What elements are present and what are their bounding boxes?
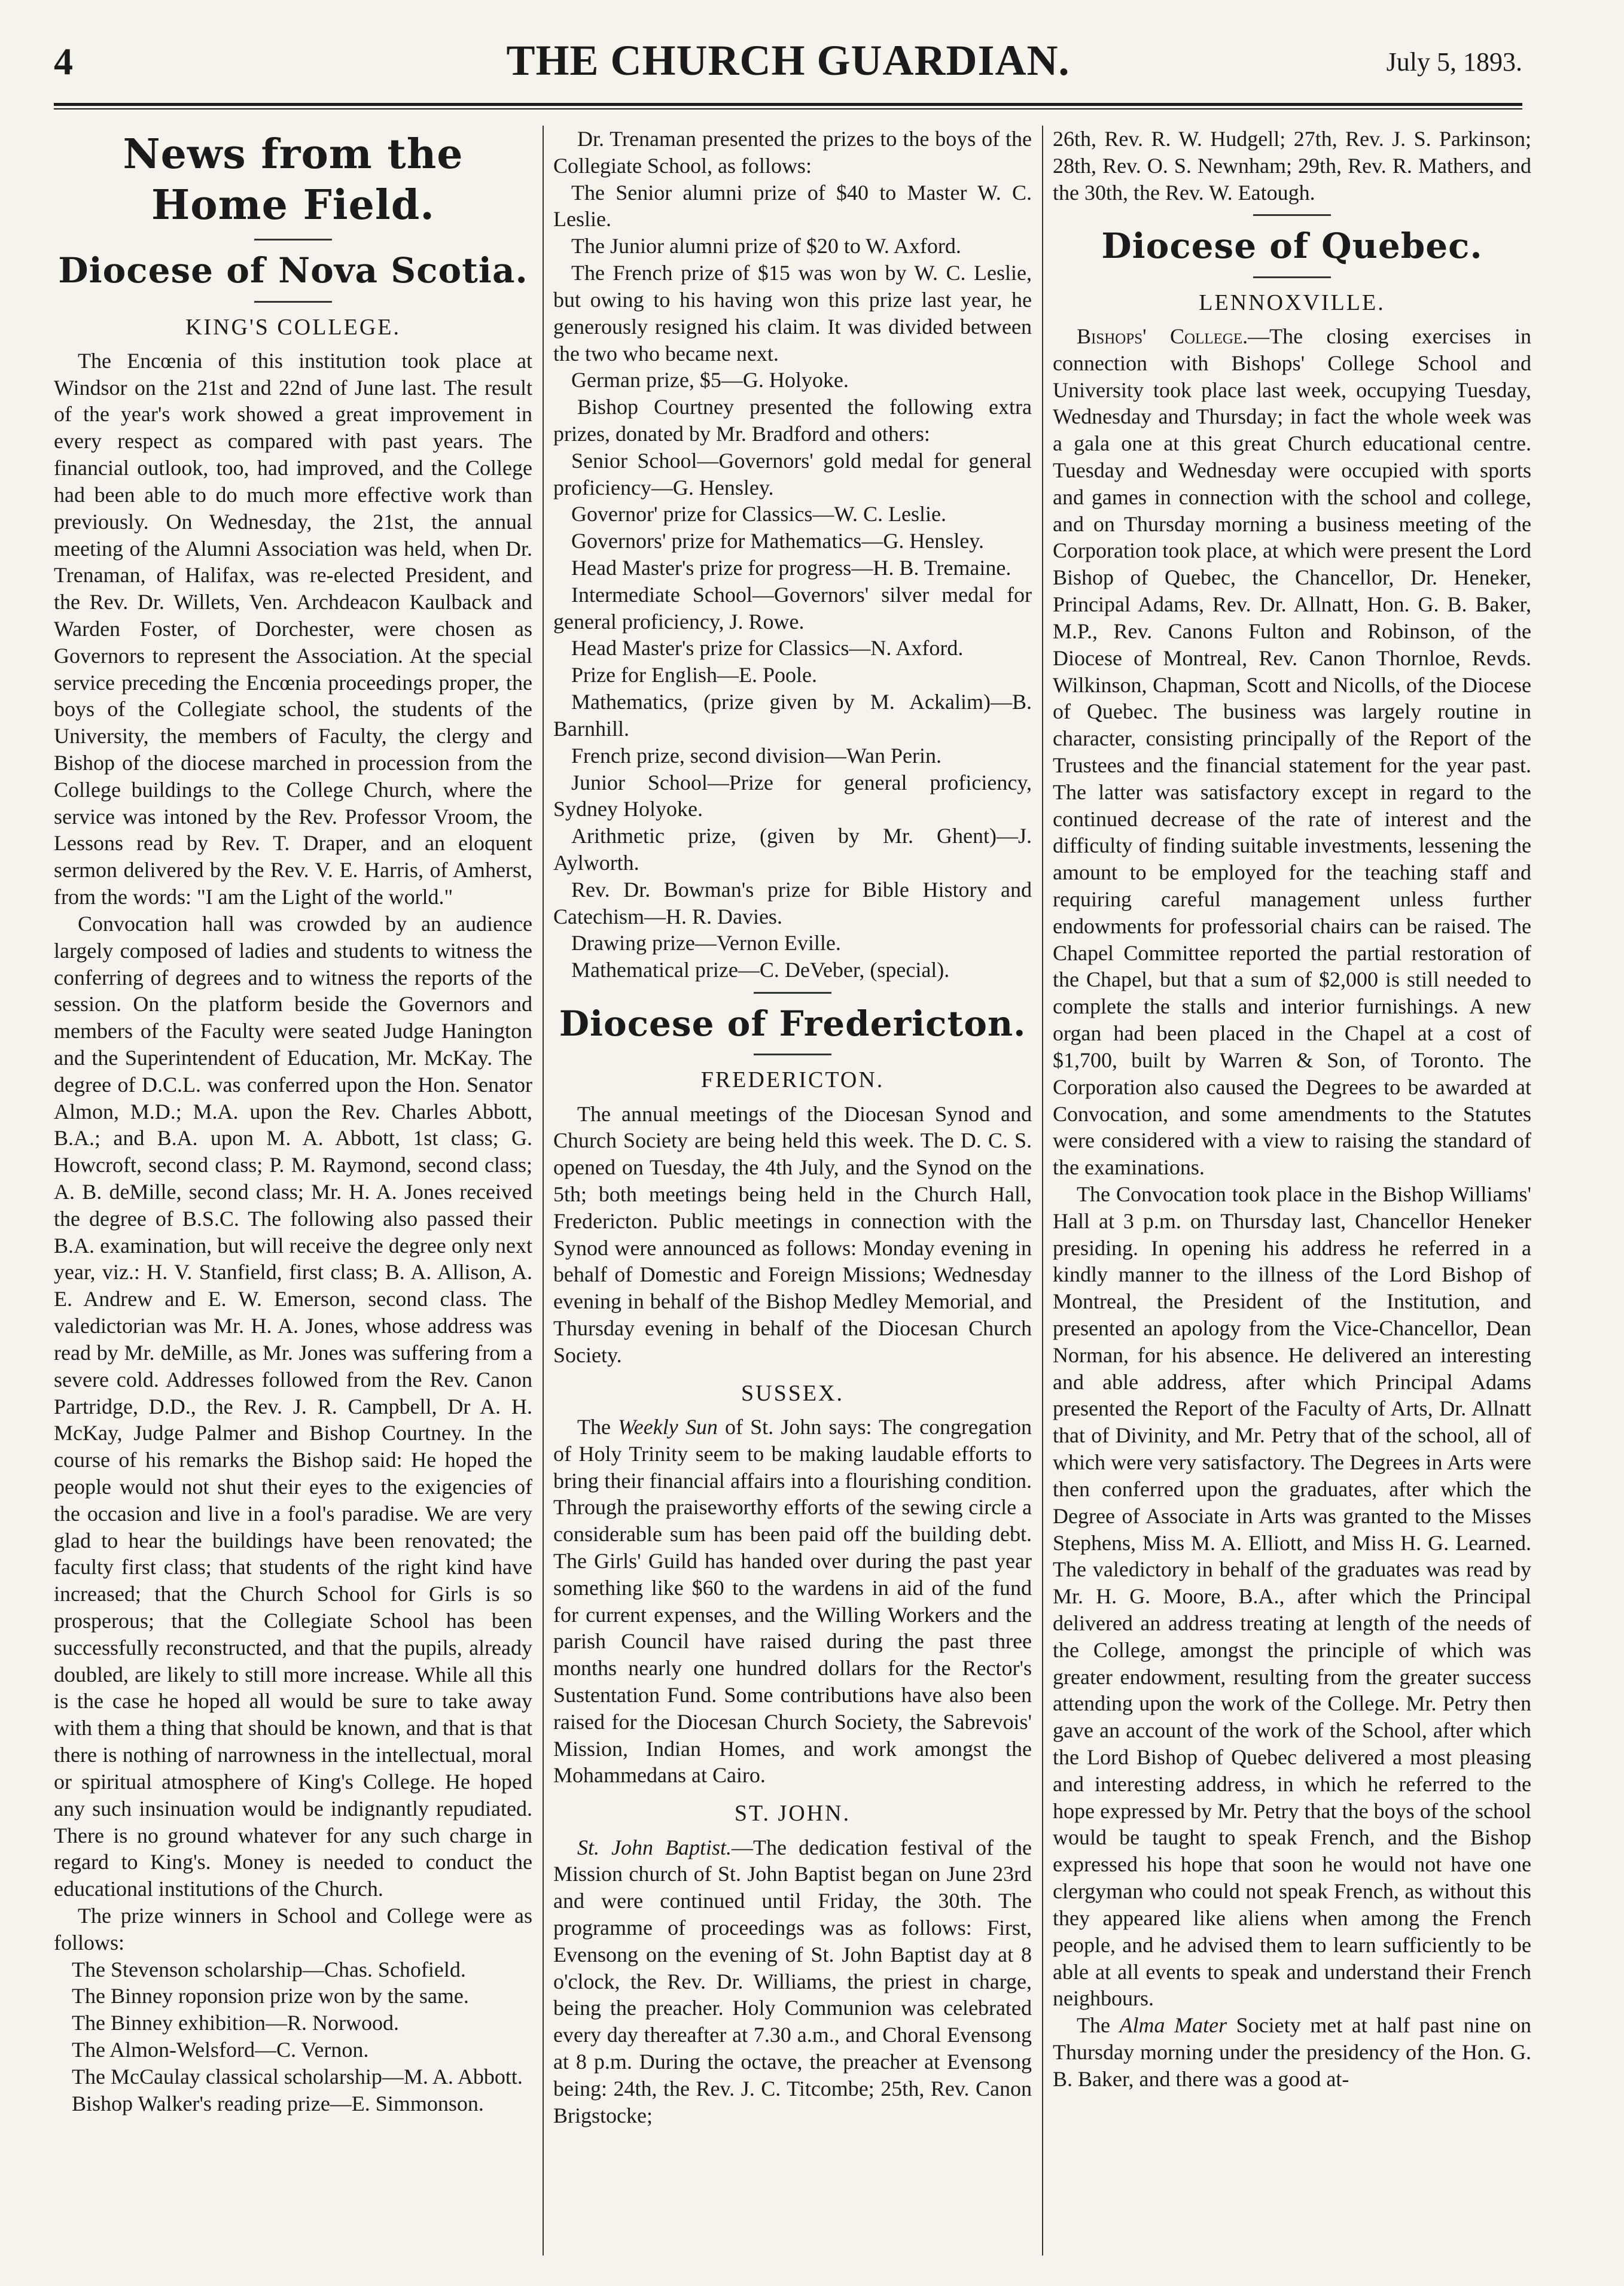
prize-item: Head Master's prize for Classics—N. Axford. (571, 636, 964, 660)
place-heading-fredericton: FREDERICTON. (700, 1067, 885, 1093)
text-run: —The closing exercises in connection with Bishops' College School and University took place last week, occupying Tuesday, Wednesday and Thursday; in fact the whole week was a gala one at this great Church educational centre. Tuesday and Wednesday were occupied with sports and games in connection with the school and college, and on Thursday morning a business meeting of the Corporation took place, at which were present the Lord Bishop of Quebec, the Chancellor, Dr. Heneker, Principal Adams, Rev. Dr. Allnatt, Hon. G. B. Baker, M.P., Rev. Canons Fulton and Robinson, of the Diocese of Montreal, Rev. Canon Thornloe, Revds. Wilkinson, Chapman, Scott and Nicolls, of the Diocese of Quebec. The business was largely routine in character, consisting principally of the Report of the Trustees and the financial statement for the year past. The latter was satisfactory except in regard to the continued decrease of the rate of interest and the difficulty of finding suitable investments, lessening the amount to be employed for the teaching staff and requiring careful management unless further endowments for professorial chairs can be raised. The Chapel Committee reported the partial restoration of the Chapel, but that a sum of $2,000 is still needed to complete the stalls and interior furnishings. A new organ had been placed in the Chapel at a cost of $1,700, built by Warren & Son, of Toronto. The Corporation also caused the Degrees to be awarded at Convocation, and some amendments to the Statutes were considered with a view to raising the standard of the examinations. (1053, 324, 1531, 1180)
prize-item: The Senior alumni prize of $40 to Master W. C. Leslie. (553, 180, 1032, 232)
prize-item: The Stevenson scholarship—Chas. Schofield. (72, 1957, 466, 1981)
text-run: The (1077, 2013, 1120, 2038)
article-paragraph: Bishop Courtney presented the following extra prizes, donated by Mr. Bradford and others: (553, 395, 1032, 446)
place-heading-lennoxville: LENNOXVILLE. (1199, 290, 1385, 315)
article-paragraph: The annual meetings of the Diocesan Synod and Church Society are being held this week. The D. C. S. opened on Tuesday, the 4th July, and the Synod on the 5th; both meetings being held in the Church Hall, Fredericton. Public meetings in connection with the Synod were announced as follows: Monday evening in behalf of Domestic and Foreign Missions; Wednesday evening in behalf of the Bishop Medley Memorial, and Thursday evening in behalf of the Diocesan Church Society. (553, 1101, 1032, 1367)
prize-item: Drawing prize—Vernon Eville. (571, 931, 841, 955)
section-banner: News from the Home Field. (123, 130, 464, 229)
article-paragraph: The Convocation took place in the Bishop Williams' Hall at 3 p.m. on Thursday last, Chancellor Heneker presiding. In opening his address he referred in a kindly manner to the illness of the Lord Bishop of Montreal, the President of the Institution, and presented an apology from the Vice-Chancellor, Dean Norman, for his absence. He delivered an interesting and able address, after which Principal Adams presented the Report of the Faculty of Arts, Dr. Allnatt that of Divinity, and Mr. Petry that of the school, all of which were very satisfactory. The Degrees in Arts were then conferred upon the graduates, after which the Degree of Associate in Arts was granted to the Misses Stephens, Miss M. A. Elliott, and Miss H. G. Learned. The valedictory in behalf of the graduates was read by Mr. H. G. Moore, B.A., after which the Principal delivered an address treating at length of the needs of the College, amongst the principle of which was greater endowment, resulting from the greater success attending upon the work of the College. Mr. Petry then gave an account of the work of the School, after which the Lord Bishop of Quebec delivered a most pleasing and interesting address, in which he referred to the hope expressed by Mr. Petry that the boys of the school would be taught to speak French, and the Bishop expressed his hope that soon he would not have one clergyman who could not speak French, as without this they appeared like aliens when among the French people, and he advised them to learn sufficiently to be able at all events to speak and understand their French neighbours. (1053, 1182, 1531, 2011)
text-run: The (577, 1414, 618, 1439)
issue-date: July 5, 1893. (1386, 47, 1522, 77)
text-run: —The dedication festival of the Mission church of St. John Baptist began on June 23rd and were continued until Friday, the 30th. The programme of proceedings was as follows: First, Evensong on the evening of St. John Baptist day at 8 o'clock, the Rev. Dr. Williams, the priest in charge, being the preacher. Holy Communion was celebrated every day thereafter at 7.30 a.m., and Choral Evensong at 8 p.m. During the octave, the preacher at Evensong being: 24th, the Rev. J. C. Titcombe; 25th, Rev. Canon Brigstocke; (553, 1835, 1032, 2127)
prize-item: The French prize of $15 was won by W. C. Leslie, but owing to his having won this prize last year, he generously resigned his claim. It was divided between the two who became next. (553, 261, 1032, 366)
article-paragraph: The Encœnia of this institution took place at Windsor on the 21st and 22nd of June last. The result of the year's work showed a great improvement in every respect as compared with past years. The financial outlook, too, had improved, and the College had been able to do much more effective work than previously. On Wednesday, the 21st, the annual meeting of the Alumni Association was held, when Dr. Trenaman, of Halifax, was re-elected President, and the Rev. Dr. Willets, Ven. Archdeacon Kaulback and Warden Foster, of Dorchester, were chosen as Governors to represent the Association. At the special service preceding the Encœnia proceedings proper, the boys of the Collegiate school, the students of the University, the members of Faculty, the clergy and Bishop of the diocese marched in procession from the College buildings to the College Church, where the service was intoned by the Rev. Professor Vroom, the Lessons read by Rev. T. Draper, and an eloquent sermon delivered by the Rev. V. E. Harris, of Amherst, from the words: "I am the Light of the world." (54, 348, 532, 909)
prize-item: Senior School—Governors' gold medal for general proficiency—G. Hensley. (553, 448, 1032, 500)
article-paragraph (553, 1414, 1032, 1789)
masthead-rule (54, 103, 1522, 109)
diocese-heading-nova-scotia: Diocese of Nova Scotia. (58, 250, 528, 291)
prize-item: Governors' prize for Mathematics—G. Hensley. (571, 529, 984, 553)
column-divider (1042, 126, 1043, 2255)
column-divider (543, 126, 544, 2255)
article-paragraph: Convocation hall was crowded by an audience largely composed of ladies and students to witness the conferring of degrees and to witness the reports of the session. On the platform beside the Governors and members of the Faculty were seated Judge Hanington and the Superintendent of Education, Mr. McKay. The degree of D.C.L. was conferred upon the Hon. Senator Almon, M.D.; M.A. upon the Rev. Charles Abbott, B.A.; and B.A. upon M. A. Abbott, 1st class; G. Howcroft, second class; P. M. Raymond, second class; A. B. deMille, second class; Mr. H. A. Jones received the degree of B.S.C. The following also passed their B.A. examination, but will receive the degree only next year, viz.: H. V. Stanfield, first class; B. A. Allison, A. E. Andrew and E. W. Emerson, second class. The valedictorian was Mr. H. A. Jones, whose address was read by Mr. deMille, as Mr. Jones was suffering from a severe cold. Addresses followed from the Rev. Canon Partridge, D.D., the Rev. J. R. Campbell, Dr A. H. McKay, Judge Palmer and Bishop Courtney. In the course of his remarks the Bishop said: He hoped the people would not shut their eyes to the exigencies of the occasion and live in a fool's paradise. We are very glad to hear the buildings have been renovated; the faculty first class; that students of the right kind have increased; that the Church School for Girls is so prosperous; that the Collegiate School has been successfully reconstructed, and that the pupils, already doubled, are likely to still more increase. While all this is the case he hoped all would be sure to take away with them a thing that should be known, and that is that there is nothing of narrowness in the intellectual, moral or spiritual atmosphere of King's College. He hoped any such insinuation would be indignantly repudiated. There is no ground whatever for any such charge in regard to King's. Money is needed to conduct the educational institutions of the Church. (54, 911, 532, 1901)
prize-item: Head Master's prize for progress—H. B. Tremaine. (571, 556, 1011, 580)
article-paragraph (1053, 2012, 1531, 2092)
column-1 (54, 126, 532, 2261)
prize-item: Governor' prize for Classics—W. C. Leslie. (571, 502, 947, 526)
prize-item: The Almon-Welsford—C. Vernon. (72, 2038, 369, 2062)
prize-item: Junior School—Prize for general proficiency, Sydney Holyoke. (553, 770, 1032, 821)
article-paragraph: 26th, Rev. R. W. Hudgell; 27th, Rev. J. S. Parkinson; 28th, Rev. O. S. Newnham; 29th, Rev. R. Mathers, and the 30th, the Rev. W. Eatough. (1053, 127, 1531, 205)
article-paragraph: Dr. Trenaman presented the prizes to the boys of the Collegiate School, as follows: (553, 127, 1032, 178)
column-3 (1053, 126, 1531, 2261)
prize-item: Intermediate School—Governors' silver medal for general proficiency, J. Rowe. (553, 582, 1032, 634)
divider-rule (754, 992, 831, 994)
lead-phrase: Bishops' College. (1077, 324, 1248, 348)
masthead (54, 36, 1522, 96)
prize-item: French prize, second division—Wan Perin. (571, 743, 942, 768)
prize-item: The Binney roponsion prize won by the same. (72, 1984, 469, 2008)
lead-phrase: St. John Baptist. (577, 1835, 732, 1859)
prize-item: Prize for English—E. Poole. (571, 663, 817, 687)
prize-item: The McCaulay classical scholarship—M. A. Abbott. (72, 2064, 523, 2089)
text-run: Society met at half past nine on Thursday morning under the presidency of the Hon. G. B. Baker, and there was a good at- (1053, 2013, 1531, 2091)
article-paragraph (1053, 323, 1531, 1181)
newspaper-name: Weekly Sun (618, 1414, 718, 1439)
paper-title: THE CHURCH GUARDIAN. (506, 36, 1070, 84)
text-run: of St. John says: The congregation of Holy Trinity seem to be making laudable efforts to bring their financial affairs into a flourishing condition. Through the praiseworthy efforts of the sewing circle a considerable sum has been paid off the building debt. The Girls' Guild has handed over during the past year something like $60 to the wardens in aid of the fund for current expenses, and the Willing Workers and the parish Council have raised during the past three months nearly one hundred dollars for the Rector's Sustentation Fund. Some contributions have also been raised for the Diocesan Church Society, the Sabrevois' Mission, Indian Homes, and work amongst the Mohammedans at Cairo. (553, 1414, 1032, 1788)
article-paragraph (553, 1834, 1032, 2129)
prize-item: Mathematics, (prize given by M. Ackalim)—B. Barnhill. (553, 690, 1032, 741)
prize-item: Bishop Walker's reading prize—E. Simmonson. (72, 2091, 484, 2115)
article-paragraph: The prize winners in School and College were as follows: (54, 1903, 532, 1955)
prize-item: German prize, $5—G. Holyoke. (571, 368, 849, 392)
prize-item: Arithmetic prize, (given by Mr. Ghent)—J. Aylworth. (553, 824, 1032, 875)
society-name: Alma Mater (1119, 2013, 1227, 2038)
place-heading-kings-college: KING'S COLLEGE. (185, 314, 401, 340)
prize-item: The Junior alumni prize of $20 to W. Axford. (571, 234, 961, 258)
divider-rule (254, 301, 332, 303)
prize-item: Rev. Dr. Bowman's prize for Bible History and Catechism—H. R. Davies. (553, 877, 1032, 929)
column-2 (553, 126, 1032, 2261)
place-heading-sussex: SUSSEX. (741, 1380, 844, 1406)
diocese-heading-quebec: Diocese of Quebec. (1101, 226, 1483, 267)
divider-rule (754, 1054, 831, 1055)
divider-rule (1253, 214, 1331, 216)
divider-rule (254, 239, 332, 241)
prize-item: Mathematical prize—C. DeVeber, (special). (571, 958, 950, 982)
page-number: 4 (54, 40, 73, 83)
diocese-heading-fredericton: Diocese of Fredericton. (559, 1003, 1026, 1044)
place-heading-st-john: ST. JOHN. (734, 1801, 851, 1827)
prize-item: The Binney exhibition—R. Norwood. (72, 2011, 399, 2035)
divider-rule (1253, 276, 1331, 278)
